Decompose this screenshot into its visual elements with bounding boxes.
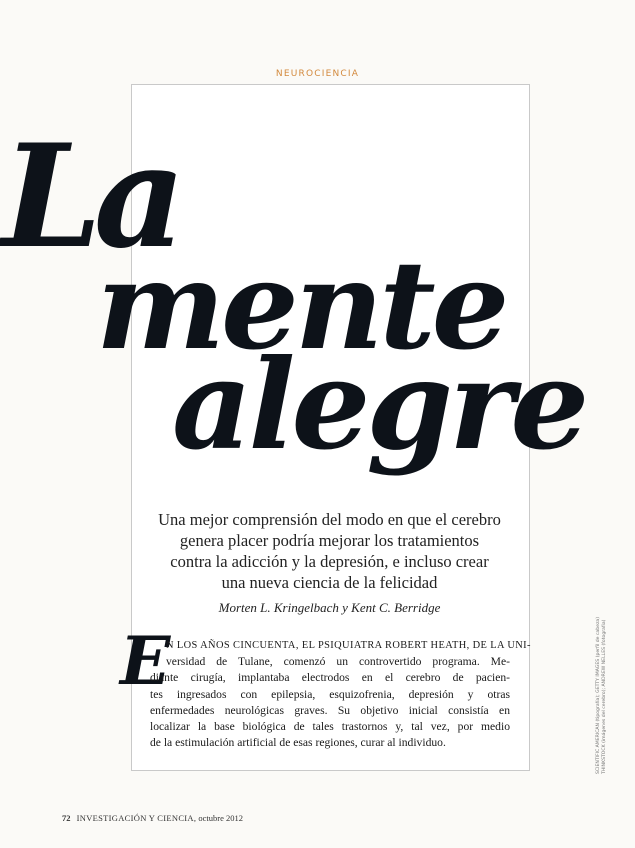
credit-line-1: SCIENTIFIC AMERICAN (tipografía); GETTY IMAGES (perfil de cabeza) — [596, 616, 601, 774]
drop-cap: E — [120, 622, 171, 700]
body-line-1: N LOS AÑOS CINCUENTA, EL PSIQUIATRA ROBERT HEATH, DE LA UNI- — [166, 640, 531, 651]
body-line-6: localizar la base biológica de tales trastornos y, tal vez, por medio — [150, 720, 510, 734]
credit-line-2: THINKSTOCK (imágenes del cerebro); ANDREW NELLES (fotografía) — [602, 619, 607, 774]
subtitle-line-1: Una mejor comprensión del modo en que el cerebro — [158, 510, 501, 529]
authors: Morten L. Kringelbach y Kent C. Berridge — [218, 600, 441, 615]
body-line-7: de la estimulación artificial de esas regiones, curar al individuo. — [150, 736, 446, 750]
title-line-2: mente — [96, 233, 506, 377]
title-line-3: alegre — [172, 333, 586, 478]
title-line-1: La — [2, 114, 178, 280]
subtitle-line-3: contra la adicción y la depresión, e incluso crear — [170, 552, 489, 571]
body-line-5: enfermedades neurológicas graves. Su objetivo inicial consistía en — [150, 703, 510, 717]
subtitle — [131, 509, 528, 593]
issue-date: octubre 2012 — [198, 813, 244, 823]
body-text — [150, 638, 531, 751]
body-line-2: versidad de Tulane, comenzó un controvertido programa. Me- — [166, 655, 510, 669]
magazine-name: INVESTIGACIÓN Y CIENCIA, — [76, 813, 197, 823]
body-line-3: diante cirugía, implantaba electrodos en el cerebro de pacien- — [150, 671, 510, 685]
subtitle-line-4: una nueva ciencia de la felicidad — [221, 573, 438, 592]
subtitle-line-2: genera placer podría mejorar los tratamientos — [179, 531, 480, 550]
page-number: 72 — [62, 813, 71, 823]
section-label: NEUROCIENCIA — [275, 69, 360, 79]
body-line-4: tes ingresados con epilepsia, esquizofrenia, depresión y otras — [150, 687, 510, 701]
photo-credit — [596, 616, 608, 774]
page-footer — [62, 813, 243, 823]
